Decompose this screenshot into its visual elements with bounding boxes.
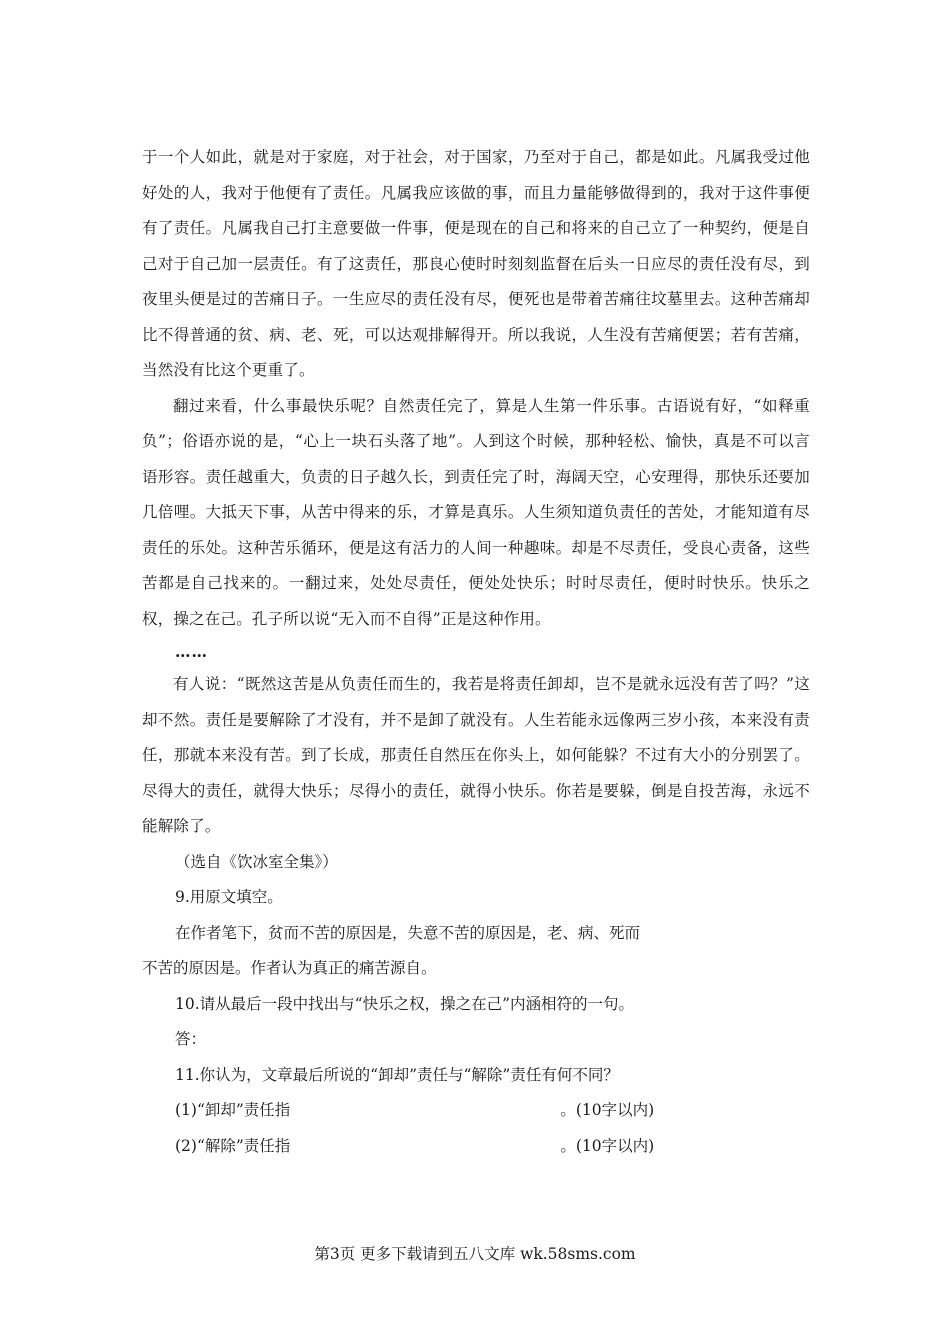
question-10-answer-label: 答：	[175, 1030, 207, 1048]
question-11-item-2	[142, 1129, 810, 1165]
omission-mark: ……	[175, 642, 208, 661]
question-9-label: 9.用原文填空。	[175, 888, 283, 906]
paragraph-2: 翻过来看，什么事最快乐呢？自然责任完了，算是人生第一件乐事。古语说有好，“如释重负”；俗语亦说的是，“心上一块石头落了地”。人到这个时候，那种轻松、愉快，真是不可以言语形容。责任越重大，负责的日子越久长，到责任完了时，海阔天空，心安理得，那快乐还要加几倍哩。大抵天下事，从苦中得来的乐，才算是真乐。人生须知道负责任的苦处，才能知道有尽责任的乐处。这种苦乐循环，便是这有活力的人间一种趣味。却是不尽责任，受良心责备，这些苦都是自己找来的。一翻过来，处处尽责任，便处处快乐；时时尽责任，便时时快乐。快乐之权，操之在己。孔子所以说“无入而不自得”正是这种作用。	[142, 396, 810, 628]
source-citation: （选自《饮冰室全集》）	[175, 852, 338, 871]
question-9-line-1	[142, 916, 810, 952]
question-10-label: 10.请从最后一段中找出与“快乐之权，操之在己”内涵相符的一句。	[175, 994, 635, 1013]
paragraph-3: 有人说：“既然这苦是从负责任而生的，我若是将责任卸却，岂不是就永远没有苦了吗？”这却不然。责任是要解除了才没有，并不是卸了就没有。人生若能永远像两三岁小孩，本来没有责任，那就本来没有苦。到了长成，那责任自然压在你头上，如何能躲？不过有大小的分别罢了。尽得大的责任，就得大快乐；尽得小的责任，就得小快乐。你若是要躲，倒是自投苦海，永远不能解除了。	[142, 675, 810, 835]
paragraph-1: 于一个人如此，就是对于家庭，对于社会，对于国家，乃至对于自己，都是如此。凡属我受过他好处的人，我对于他便有了责任。凡属我应该做的事，而且力量能够做得到的，我对于这件事便有了责任。凡属我自己打主意要做一件事，便是现在的自己和将来的自己立了一种契约，便是自己对于自己加一层责任。有了这责任，那良心使时时刻刻监督在后头一日应尽的责任没有尽，到夜里头便是过的苦痛日子。一生应尽的责任没有尽，便死也是带着苦痛往坟墓里去。这种苦痛却比不得普通的贫、病、老、死，可以达观排解得开。所以我说，人生没有苦痛便罢；若有苦痛，当然没有比这个更重了。	[142, 148, 810, 379]
q11-item-2-limit: 。(10字以内)	[560, 1136, 655, 1155]
question-9-line-2	[142, 951, 810, 987]
q11-item-1-limit: 。(10字以内)	[560, 1101, 655, 1119]
q9-text-a: 在作者笔下，贫而不苦的原因是	[175, 923, 393, 942]
q9-text-f: 。	[421, 959, 437, 977]
article-body	[142, 140, 810, 1164]
question-11-item-1	[142, 1093, 810, 1129]
q9-text-b: ，失意不苦的原因是	[392, 923, 532, 942]
q9-text-d: 不苦的原因是	[142, 959, 236, 977]
q9-text-e: 。作者认为真正的痛苦源自	[235, 959, 422, 977]
q11-item-2-text: (2)“解除”责任指	[175, 1136, 291, 1155]
question-11-label: 11.你认为，文章最后所说的“卸却”责任与“解除”责任有何不同？	[175, 1065, 619, 1084]
q9-text-c: ，老、病、死而	[531, 923, 641, 942]
q11-item-1-text: (1)“卸却”责任指	[175, 1101, 291, 1119]
page-footer: 第3页 更多下载请到五八文库 wk.58sms.com	[314, 1245, 636, 1263]
